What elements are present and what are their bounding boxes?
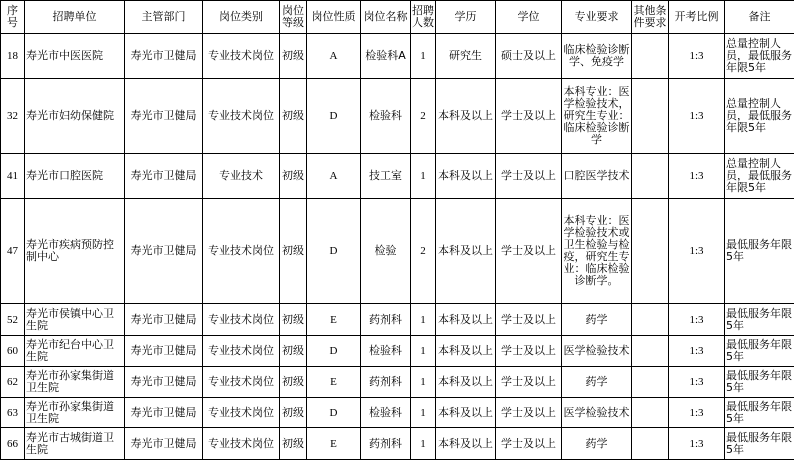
cell-other bbox=[632, 154, 669, 199]
cell-count: 1 bbox=[411, 336, 436, 367]
cell-major: 本科专业：医学检验技术，研究生专业：临床检验诊断学 bbox=[562, 79, 632, 154]
cell-major: 药学 bbox=[562, 367, 632, 398]
cell-grade: 初级 bbox=[280, 428, 307, 460]
cell-education: 本科及以上 bbox=[436, 154, 496, 199]
cell-post-type: 专业技术岗位 bbox=[203, 367, 280, 398]
cell-nature: E bbox=[307, 304, 361, 336]
cell-unit: 寿光市孙家集街道卫生院 bbox=[25, 398, 125, 428]
cell-ratio: 1:3 bbox=[669, 304, 725, 336]
cell-grade: 初级 bbox=[280, 34, 307, 79]
table-row bbox=[1, 34, 794, 79]
cell-other bbox=[632, 428, 669, 460]
cell-ratio: 1:3 bbox=[669, 79, 725, 154]
cell-other bbox=[632, 34, 669, 79]
cell-degree: 学士及以上 bbox=[496, 79, 562, 154]
cell-dept: 寿光市卫健局 bbox=[125, 79, 203, 154]
cell-grade: 初级 bbox=[280, 304, 307, 336]
cell-count: 2 bbox=[411, 199, 436, 304]
cell-seq: 62 bbox=[1, 367, 25, 398]
cell-degree: 学士及以上 bbox=[496, 199, 562, 304]
table-row bbox=[1, 304, 794, 336]
table-row bbox=[1, 367, 794, 398]
header-row bbox=[1, 1, 794, 34]
cell-seq: 32 bbox=[1, 79, 25, 154]
header-grade: 岗位等级 bbox=[280, 1, 307, 34]
cell-count: 1 bbox=[411, 428, 436, 460]
cell-count: 1 bbox=[411, 398, 436, 428]
cell-major: 医学检验技术 bbox=[562, 336, 632, 367]
header-other: 其他条件要求 bbox=[632, 1, 669, 34]
cell-unit: 寿光市疾病预防控制中心 bbox=[25, 199, 125, 304]
header-post-name: 岗位名称 bbox=[361, 1, 411, 34]
cell-ratio: 1:3 bbox=[669, 336, 725, 367]
cell-education: 本科及以上 bbox=[436, 79, 496, 154]
cell-post-name: 药剂科 bbox=[361, 367, 411, 398]
cell-dept: 寿光市卫健局 bbox=[125, 428, 203, 460]
cell-other bbox=[632, 398, 669, 428]
header-remark: 备注 bbox=[725, 1, 794, 34]
cell-ratio: 1:3 bbox=[669, 34, 725, 79]
cell-degree: 学士及以上 bbox=[496, 154, 562, 199]
cell-dept: 寿光市卫健局 bbox=[125, 154, 203, 199]
cell-unit: 寿光市口腔医院 bbox=[25, 154, 125, 199]
cell-post-type: 专业技术岗位 bbox=[203, 34, 280, 79]
cell-other bbox=[632, 336, 669, 367]
cell-education: 研究生 bbox=[436, 34, 496, 79]
cell-post-type: 专业技术岗位 bbox=[203, 428, 280, 460]
cell-post-type: 专业技术岗位 bbox=[203, 398, 280, 428]
cell-unit: 寿光市中医医院 bbox=[25, 34, 125, 79]
cell-nature: D bbox=[307, 336, 361, 367]
cell-grade: 初级 bbox=[280, 336, 307, 367]
cell-dept: 寿光市卫健局 bbox=[125, 367, 203, 398]
cell-other bbox=[632, 304, 669, 336]
cell-education: 本科及以上 bbox=[436, 304, 496, 336]
table-row bbox=[1, 398, 794, 428]
cell-seq: 63 bbox=[1, 398, 25, 428]
cell-post-name: 检验科 bbox=[361, 336, 411, 367]
cell-education: 本科及以上 bbox=[436, 428, 496, 460]
cell-remark: 总量控制人员，最低服务年限5年 bbox=[725, 79, 794, 154]
table-row bbox=[1, 199, 794, 304]
cell-seq: 52 bbox=[1, 304, 25, 336]
cell-ratio: 1:3 bbox=[669, 199, 725, 304]
cell-grade: 初级 bbox=[280, 154, 307, 199]
cell-dept: 寿光市卫健局 bbox=[125, 304, 203, 336]
header-seq: 序号 bbox=[1, 1, 25, 34]
cell-post-name: 药剂科 bbox=[361, 304, 411, 336]
cell-seq: 47 bbox=[1, 199, 25, 304]
header-major: 专业要求 bbox=[562, 1, 632, 34]
cell-post-name: 检验科 bbox=[361, 398, 411, 428]
cell-seq: 41 bbox=[1, 154, 25, 199]
cell-post-type: 专业技术岗位 bbox=[203, 336, 280, 367]
cell-count: 1 bbox=[411, 154, 436, 199]
cell-nature: D bbox=[307, 79, 361, 154]
cell-remark: 总量控制人员，最低服务年限5年 bbox=[725, 34, 794, 79]
cell-degree: 学士及以上 bbox=[496, 336, 562, 367]
cell-remark: 总量控制人员，最低服务年限5年 bbox=[725, 154, 794, 199]
cell-education: 本科及以上 bbox=[436, 336, 496, 367]
header-unit: 招聘单位 bbox=[25, 1, 125, 34]
table-row bbox=[1, 79, 794, 154]
table-row bbox=[1, 154, 794, 199]
cell-ratio: 1:3 bbox=[669, 428, 725, 460]
cell-post-name: 检验科 bbox=[361, 79, 411, 154]
cell-post-type: 专业技术岗位 bbox=[203, 304, 280, 336]
cell-nature: E bbox=[307, 367, 361, 398]
header-ratio: 开考比例 bbox=[669, 1, 725, 34]
cell-post-name: 药剂科 bbox=[361, 428, 411, 460]
cell-dept: 寿光市卫健局 bbox=[125, 398, 203, 428]
cell-major: 口腔医学技术 bbox=[562, 154, 632, 199]
header-post-type: 岗位类别 bbox=[203, 1, 280, 34]
cell-nature: A bbox=[307, 34, 361, 79]
header-degree: 学位 bbox=[496, 1, 562, 34]
cell-post-type: 专业技术 bbox=[203, 154, 280, 199]
cell-education: 本科及以上 bbox=[436, 367, 496, 398]
cell-remark: 最低服务年限5年 bbox=[725, 304, 794, 336]
cell-degree: 学士及以上 bbox=[496, 428, 562, 460]
cell-unit: 寿光市妇幼保健院 bbox=[25, 79, 125, 154]
cell-education: 本科及以上 bbox=[436, 199, 496, 304]
cell-post-name: 技工室 bbox=[361, 154, 411, 199]
header-education: 学历 bbox=[436, 1, 496, 34]
cell-remark: 最低服务年限5年 bbox=[725, 336, 794, 367]
cell-remark: 最低服务年限5年 bbox=[725, 367, 794, 398]
cell-remark: 最低服务年限5年 bbox=[725, 199, 794, 304]
cell-degree: 学士及以上 bbox=[496, 304, 562, 336]
cell-degree: 学士及以上 bbox=[496, 367, 562, 398]
cell-unit: 寿光市古城街道卫生院 bbox=[25, 428, 125, 460]
cell-other bbox=[632, 367, 669, 398]
cell-count: 1 bbox=[411, 34, 436, 79]
cell-grade: 初级 bbox=[280, 79, 307, 154]
cell-education: 本科及以上 bbox=[436, 398, 496, 428]
cell-major: 本科专业：医学检验技术或卫生检验与检疫，研究生专业：临床检验诊断学。 bbox=[562, 199, 632, 304]
cell-major: 临床检验诊断学、免疫学 bbox=[562, 34, 632, 79]
cell-post-name: 检验 bbox=[361, 199, 411, 304]
table-row bbox=[1, 428, 794, 460]
cell-major: 药学 bbox=[562, 304, 632, 336]
cell-seq: 66 bbox=[1, 428, 25, 460]
cell-major: 医学检验技术 bbox=[562, 398, 632, 428]
cell-unit: 寿光市孙家集街道卫生院 bbox=[25, 367, 125, 398]
cell-degree: 硕士及以上 bbox=[496, 34, 562, 79]
cell-nature: D bbox=[307, 199, 361, 304]
cell-nature: D bbox=[307, 398, 361, 428]
cell-unit: 寿光市侯镇中心卫生院 bbox=[25, 304, 125, 336]
cell-grade: 初级 bbox=[280, 367, 307, 398]
cell-post-type: 专业技术岗位 bbox=[203, 199, 280, 304]
cell-dept: 寿光市卫健局 bbox=[125, 199, 203, 304]
cell-major: 药学 bbox=[562, 428, 632, 460]
header-nature: 岗位性质 bbox=[307, 1, 361, 34]
cell-dept: 寿光市卫健局 bbox=[125, 34, 203, 79]
cell-ratio: 1:3 bbox=[669, 398, 725, 428]
cell-other bbox=[632, 199, 669, 304]
cell-other bbox=[632, 79, 669, 154]
cell-seq: 60 bbox=[1, 336, 25, 367]
cell-ratio: 1:3 bbox=[669, 154, 725, 199]
cell-count: 2 bbox=[411, 79, 436, 154]
cell-degree: 学士及以上 bbox=[496, 398, 562, 428]
cell-unit: 寿光市纪台中心卫生院 bbox=[25, 336, 125, 367]
cell-grade: 初级 bbox=[280, 199, 307, 304]
cell-ratio: 1:3 bbox=[669, 367, 725, 398]
cell-count: 1 bbox=[411, 367, 436, 398]
cell-remark: 最低服务年限5年 bbox=[725, 398, 794, 428]
cell-remark: 最低服务年限5年 bbox=[725, 428, 794, 460]
cell-grade: 初级 bbox=[280, 398, 307, 428]
cell-nature: E bbox=[307, 428, 361, 460]
cell-post-name: 检验科A bbox=[361, 34, 411, 79]
cell-dept: 寿光市卫健局 bbox=[125, 336, 203, 367]
header-dept: 主管部门 bbox=[125, 1, 203, 34]
cell-seq: 18 bbox=[1, 34, 25, 79]
header-count: 招聘人数 bbox=[411, 1, 436, 34]
cell-count: 1 bbox=[411, 304, 436, 336]
table-row bbox=[1, 336, 794, 367]
cell-post-type: 专业技术岗位 bbox=[203, 79, 280, 154]
cell-nature: A bbox=[307, 154, 361, 199]
